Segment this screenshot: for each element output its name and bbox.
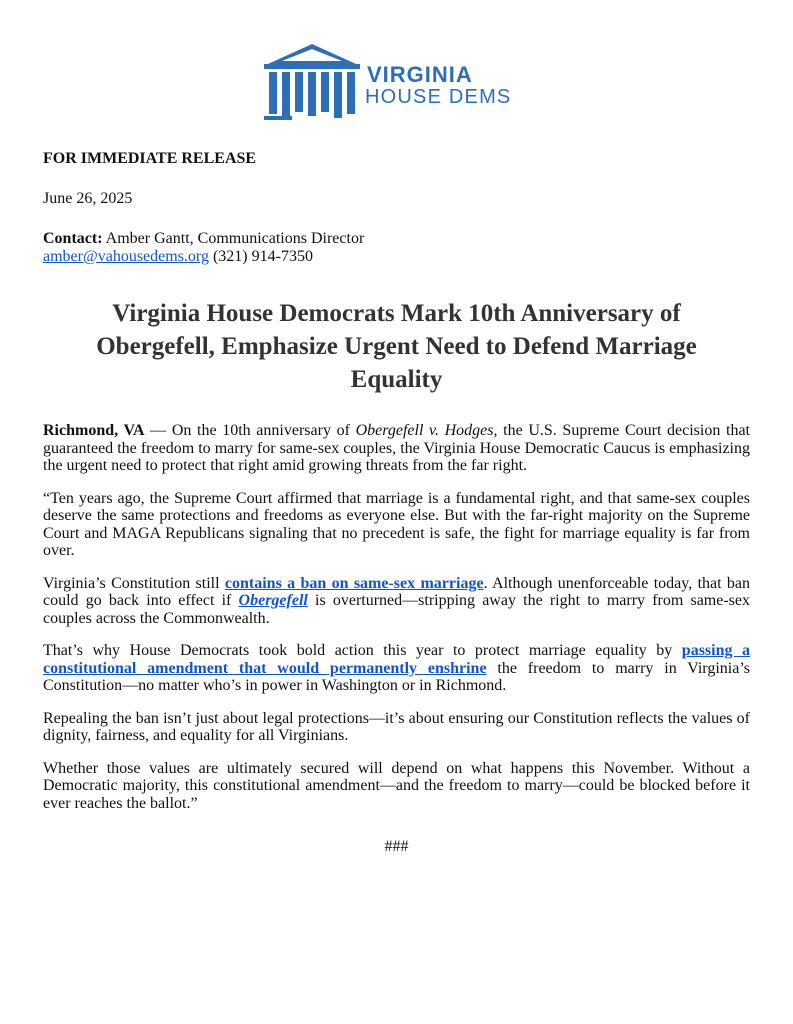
contact-email-link[interactable]: amber@vahousedems.org [43,247,209,265]
p4-text-b: the freedom to marry in Virginia’s Constitution—no matter who’s in power in Washington or in Richmond. [43,659,750,694]
logo-wordmark [367,64,511,108]
p4-text-a: That’s why House Democrats took bold action this year to protect marriage equality by [43,642,682,659]
paragraph-5: Repealing the ban isn’t just about legal protections—it’s about ensuring our Constitution reflects the values of dignity, fairness, and equality for all Virginians. [43,709,750,744]
paragraph-1 [43,422,750,475]
release-label: FOR IMMEDIATE RELEASE [43,150,257,167]
contact-phone: (321) 914-7350 [212,247,313,265]
p3-text-c: is overturned—stripping away the right to marry from same-sex couples across the Commonwealth. [43,592,751,627]
capitol-building-icon [262,42,362,122]
case-name: Obergefell v. Hodges [355,422,494,439]
obergefell-link-text: Obergefell [238,592,308,609]
p1-text-a: — On the 10th anniversary of [144,422,356,439]
end-mark: ### [384,838,409,855]
amendment-link[interactable]: passing a constitutional amendment that would permanently enshrine [43,642,751,677]
release-date: June 26, 2025 [43,189,133,207]
logo-line-1: VIRGINIA [367,62,473,87]
release-body [43,422,750,812]
contact-label: Contact: [43,230,103,247]
obergefell-link[interactable] [239,592,308,609]
paragraph-3 [43,575,750,628]
p3-text-b: . Although unenforceable today, that ban could go back into effect if [43,574,751,609]
ban-link[interactable]: contains a ban on same-sex marriage [224,574,484,592]
paragraph-6: Whether those values are ultimately secured will depend on what happens this November. Without a Democratic majority, this constitutional amendment—and the freedom to marry—could be blocked before it ever reaches the ballot.” [43,759,750,812]
p1-text-b: , the U.S. Supreme Court decision that guaranteed the freedom to marry for same-sex couples, the Virginia House Democratic Caucus is emphasizing the urgent need to protect that right amid growing threats from the far right. [43,422,750,474]
press-release [43,150,750,856]
logo-line-2: HOUSE DEMS [365,86,512,108]
dateline: Richmond, VA [43,422,145,439]
paragraph-4 [43,642,750,695]
paragraph-2: “Ten years ago, the Supreme Court affirmed that marriage is a fundamental right, and that same-sex couples deserve the same protections and freedoms as everyone else. But with the far-right majority on the Supreme Court and MAGA Republicans signaling that no precedent is safe, the fight for marriage equality is far from over. [43,489,750,559]
p3-text-a: Virginia’s Constitution still [43,574,225,592]
contact-name: Amber Gantt, Communications Director [105,230,365,247]
contact-block [43,230,750,265]
headline: Virginia House Democrats Mark 10th Anniversary of Obergefell, Emphasize Urgent Need to Defend Marriage Equality [96,300,697,393]
logo [262,42,532,122]
